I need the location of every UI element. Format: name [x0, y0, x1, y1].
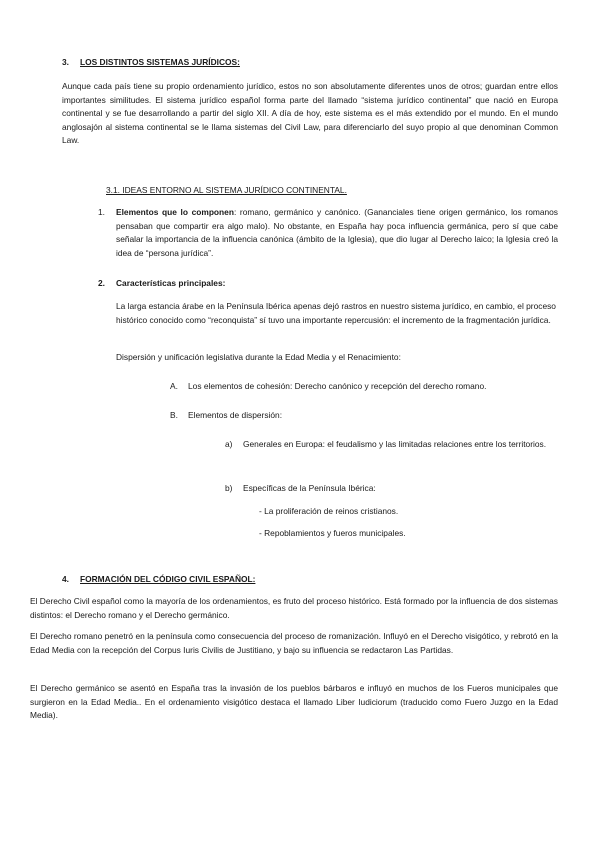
list-item-b: Específicas de la Península Ibérica:	[243, 483, 376, 493]
sub-dash-item-1: - La proliferación de reinos cristianos.	[259, 506, 399, 516]
list-item-A: Los elementos de cohesión: Derecho canónico y recepción del derecho romano.	[188, 381, 487, 391]
section-3-paragraph: Aunque cada país tiene su propio ordenamiento jurídico, estos no son absolutamente diferentes unos de otros; guardan entre ellos importantes similitudes. El sistema jurídico español forma parte del llamado “sistema jurídico continental” que nació en Europa continental y se fue desarrollando a partir del siglo XII. A día de hoy, este sistema es el más extendido por el mundo. En el mundo anglosajón al sistema continental se le llama sistemas del Civil Law, para diferenciarlo del suyo propio al que denominan Common Law.	[62, 81, 558, 145]
sub-dash-item-2: - Repoblamientos y fueros municipales.	[259, 528, 406, 538]
subsection-3-1-title: 3.1. IDEAS ENTORNO AL SISTEMA JURÍDICO CONTINENTAL.	[106, 185, 347, 195]
list-item-a: Generales en Europa: el feudalismo y las limitadas relaciones entre los territorios.	[243, 439, 547, 449]
item-1-number: 1.	[98, 207, 105, 217]
item-2-label: Características principales:	[116, 278, 226, 288]
section-4-number: 4.	[62, 574, 69, 584]
section-3-heading	[62, 56, 240, 68]
section-4-paragraph-2: El Derecho romano penetró en la península como consecuencia del proceso de romanización. Influyó en el Derecho visigótico, y rebrotó en la Edad Media con la recepción del Corpus Iuris Civilis de Justitiano, y bajo su influencia se redactaron Las Partidas.	[30, 631, 558, 655]
item-2-paragraph-2: Dispersión y unificación legislativa durante la Edad Media y el Renacimiento:	[116, 352, 401, 362]
item-2-number: 2.	[98, 278, 105, 288]
list-marker-b: b)	[225, 483, 233, 493]
section-3-number: 3.	[62, 57, 69, 67]
item-1-paragraph	[116, 206, 558, 260]
item-2-paragraph-1: La larga estancia árabe en la Península Ibérica apenas dejó rastros en nuestro sistema jurídico, en cambio, el proceso histórico conocido como “reconquista” sí tuvo una importante repercusión: el incremento de la fragmentación jurídica.	[116, 301, 556, 325]
list-marker-A: A.	[170, 381, 178, 391]
section-3-title: LOS DISTINTOS SISTEMAS JURÍDICOS:	[80, 57, 240, 67]
item-1-text: : romano, germánico y canónico. (Gananciales tiene origen germánico, los romanos pensaban que compartir era algo malo). No obstante, en España hay poca influencia germánica, pero sí que cabe señalar la importancia de la influencia canónica (ámbito de la Iglesia), que dio lugar al Derecho laico; la Iglesia creó la idea de “persona jurídica”.	[116, 207, 558, 258]
section-4-paragraph-1: El Derecho Civil español como la mayoría de los ordenamientos, es fruto del proceso histórico. Está formado por la influencia de dos sistemas distintos: el Derecho romano y el Derecho germánico.	[30, 596, 558, 620]
list-marker-B: B.	[170, 410, 178, 420]
section-4-heading	[62, 573, 255, 585]
item-1-label: Elementos que lo componen	[116, 207, 234, 217]
list-item-B: Elementos de dispersión:	[188, 410, 283, 420]
list-marker-a: a)	[225, 439, 233, 449]
section-4-title: FORMACIÓN DEL CÓDIGO CIVIL ESPAÑOL:	[80, 574, 256, 584]
section-4-paragraph-3: El Derecho germánico se asentó en España tras la invasión de los pueblos bárbaros e influyó en muchos de los Fueros municipales que surgieron en la Edad Media.. En el ordenamiento visigótico destaca el llamado Liber Iudiciorum (traducido como Fuero Juzgo en la Edad Media).	[30, 683, 558, 720]
